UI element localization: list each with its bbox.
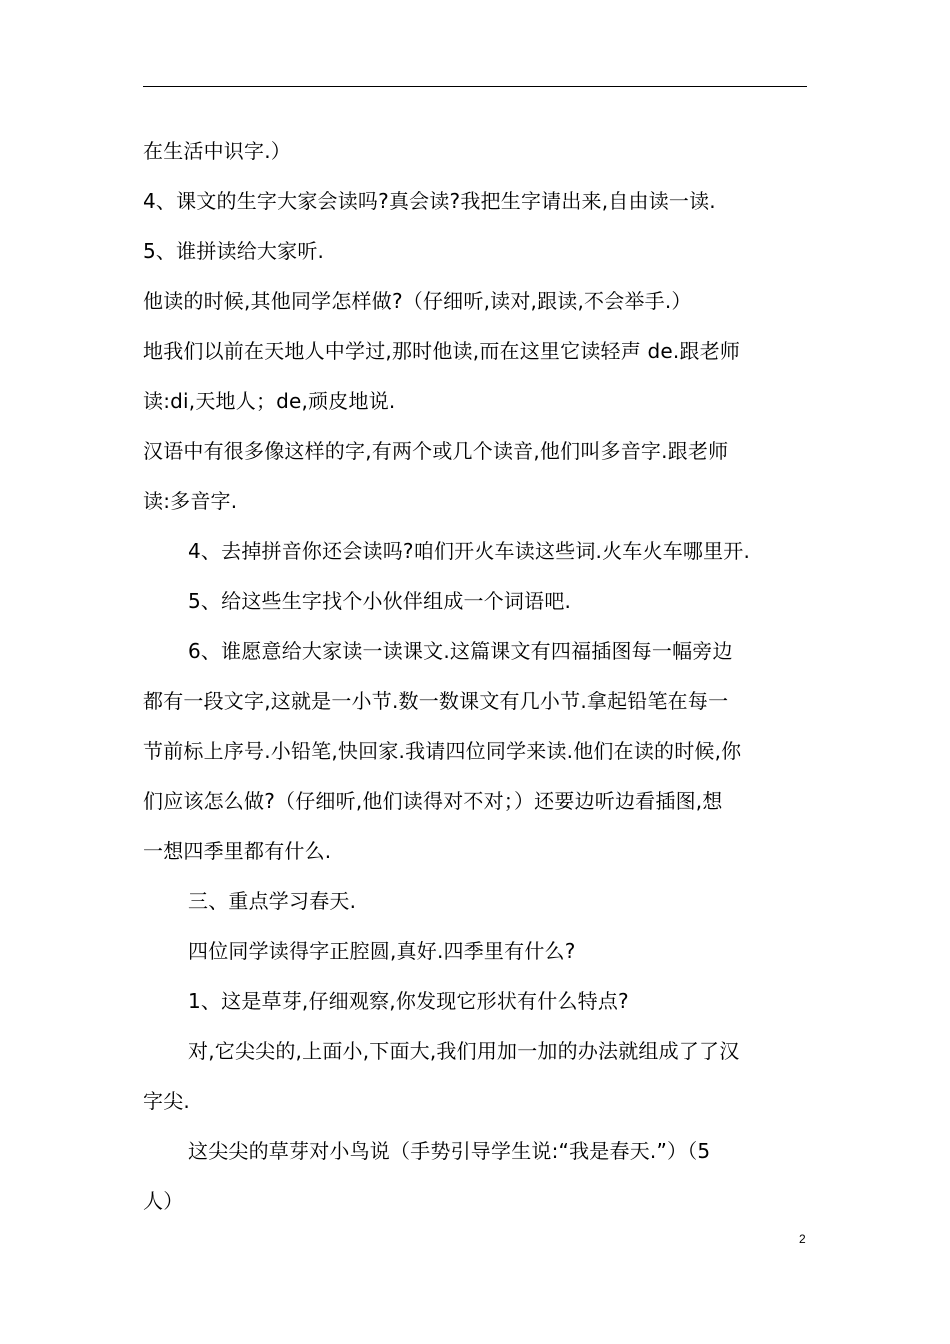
text-line: 人） [143,1189,184,1213]
text-line: 5、给这些生字找个小伙伴组成一个词语吧. [188,589,572,613]
text-line: 读:di,天地人；de,顽皮地说. [143,389,396,413]
header-rule [143,86,807,87]
text-line: 一想四季里都有什么. [143,839,332,863]
page-number: 2 [799,1232,806,1246]
text-line: 他读的时候,其他同学怎样做?（仔细听,读对,跟读,不会举手.） [143,289,692,313]
text-line: 节前标上序号.小铅笔,快回家.我请四位同学来读.他们在读的时候,你 [143,739,742,763]
section-heading: 三、重点学习春天. [188,889,357,913]
text-line: 5、谁拼读给大家听. [143,239,325,263]
text-line: 对,它尖尖的,上面小,下面大,我们用加一加的办法就组成了了汉 [188,1039,740,1063]
text-line: 6、谁愿意给大家读一读课文.这篇课文有四福插图每一幅旁边 [188,639,733,663]
text-line: 1、这是草芽,仔细观察,你发现它形状有什么特点? [188,989,629,1013]
text-line: 4、课文的生字大家会读吗?真会读?我把生字请出来,自由读一读. [143,189,716,213]
text-line: 读:多音字. [143,489,238,513]
text-line: 字尖. [143,1089,190,1113]
text-line: 们应该怎么做?（仔细听,他们读得对不对；）还要边听边看插图,想 [143,789,723,813]
text-line: 地我们以前在天地人中学过,那时他读,而在这里它读轻声 de.跟老师 [143,339,741,363]
text-line: 在生活中识字.） [143,139,291,163]
text-line: 汉语中有很多像这样的字,有两个或几个读音,他们叫多音字.跟老师 [143,439,729,463]
text-line: 四位同学读得字正腔圆,真好.四季里有什么? [188,939,576,963]
text-line: 都有一段文字,这就是一小节.数一数课文有几小节.拿起铅笔在每一 [143,689,729,713]
text-line: 4、去掉拼音你还会读吗?咱们开火车读这些词.火车火车哪里开. [188,539,751,563]
text-line: 这尖尖的草芽对小鸟说（手势引导学生说:“我是春天.”）（5 [188,1139,711,1163]
